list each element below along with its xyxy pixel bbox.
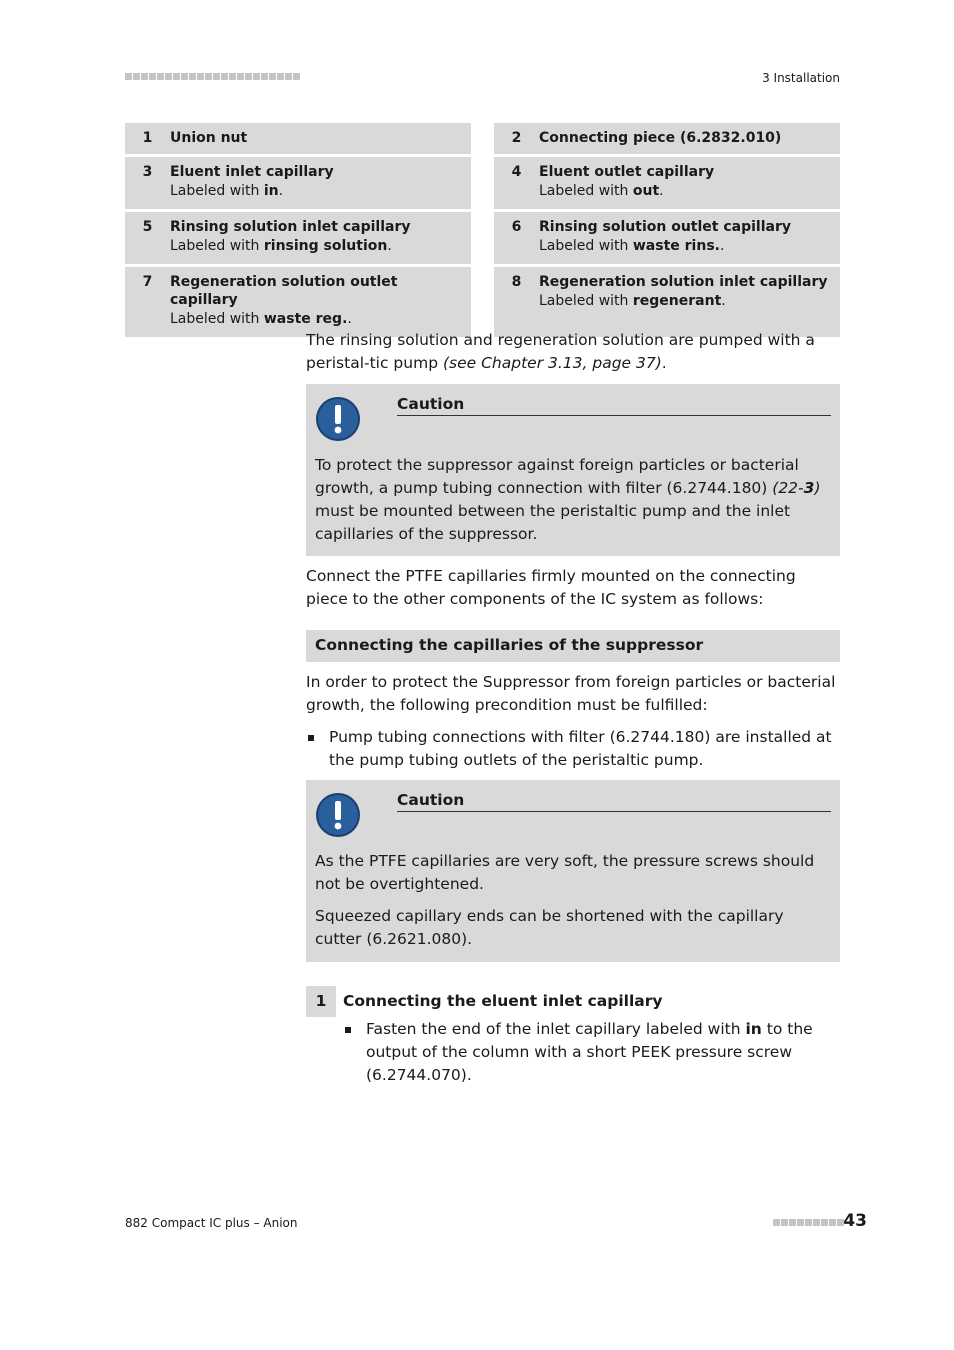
footer-product-name: 882 Compact IC plus – Anion: [125, 1216, 298, 1230]
exclamation-circle-icon: [315, 792, 361, 838]
footer-decoration: [773, 1219, 844, 1226]
legend-table: [125, 123, 840, 340]
legend-item: [125, 157, 471, 209]
legend-number: 3: [142, 164, 153, 180]
list-item: Pump tubing connections with filter (6.2744.180) are installed at the pump tubing outlets of the peristaltic pump.: [306, 726, 840, 772]
legend-number: 7: [142, 274, 153, 290]
legend-item: [494, 267, 840, 337]
legend-item: [125, 212, 471, 264]
step-number: 1: [306, 986, 336, 1017]
bullet-square-icon: [345, 1027, 351, 1033]
legend-number: 2: [511, 130, 522, 146]
legend-item: [125, 123, 471, 154]
list-item: Fasten the end of the inlet capillary labeled with in to the output of the column with a short PEEK pressure screw (6.2744.070).: [343, 1018, 863, 1087]
caution-box: [306, 780, 840, 962]
bullet-square-icon: [308, 735, 314, 741]
connect-paragraph: Connect the PTFE capillaries firmly mounted on the connecting piece to the other components of the IC system as follows:: [306, 567, 796, 608]
caution-text: As the PTFE capillaries are very soft, the pressure screws should not be overtightened.: [315, 852, 815, 893]
caution-heading: Caution: [397, 790, 831, 812]
step-title: Connecting the eluent inlet capillary: [343, 992, 663, 1010]
header-section-title: 3 Installation: [762, 71, 840, 85]
legend-number: 6: [511, 219, 522, 235]
legend-title: Eluent outlet capillary: [539, 164, 715, 180]
header-decoration: [125, 73, 300, 82]
legend-label-note: Labeled with waste reg..: [170, 311, 352, 327]
legend-label-note: Labeled with out.: [539, 183, 664, 199]
legend-number: 8: [511, 274, 522, 290]
caution-box: [306, 384, 840, 556]
chapter-reference-link[interactable]: (see Chapter 3.13, page 37): [442, 354, 662, 372]
legend-label-note: Labeled with rinsing solution.: [170, 238, 392, 254]
legend-title: Eluent inlet capillary: [170, 164, 334, 180]
legend-item: [494, 157, 840, 209]
legend-title: Connecting piece (6.2832.010): [539, 130, 782, 146]
legend-row: [125, 157, 840, 209]
legend-row: [125, 267, 840, 337]
legend-title: Rinsing solution inlet capillary: [170, 219, 411, 235]
legend-label-note: Labeled with waste rins..: [539, 238, 725, 254]
legend-title: Union nut: [170, 130, 248, 146]
legend-label-note: Labeled with regenerant.: [539, 293, 726, 309]
precondition-paragraph: In order to protect the Suppressor from foreign particles or bacterial growth, the following precondition must be fulfilled:: [306, 673, 836, 714]
section-heading: Connecting the capillaries of the suppressor: [306, 630, 840, 662]
legend-row: [125, 123, 840, 154]
legend-number: 5: [142, 219, 153, 235]
legend-label-note: Labeled with in.: [170, 183, 284, 199]
legend-row: [125, 212, 840, 264]
caution-heading: Caution: [397, 394, 831, 416]
legend-number: 1: [142, 130, 153, 146]
legend-title: Regeneration solution outlet capillary: [170, 274, 398, 308]
legend-title: Rinsing solution outlet capillary: [539, 219, 791, 235]
figure-reference[interactable]: (22-3): [772, 479, 821, 497]
legend-number: 4: [511, 164, 522, 180]
legend-item: [125, 267, 471, 337]
legend-title: Regeneration solution inlet capillary: [539, 274, 828, 290]
legend-item: [494, 212, 840, 264]
legend-item: [494, 123, 840, 154]
caution-text: Squeezed capillary ends can be shortened with the capillary cutter (6.2621.080).: [315, 907, 784, 948]
precondition-list: [306, 726, 840, 772]
caution-text: To protect the suppressor against foreign particles or bacterial growth, a pump tubing connection with filter (6.2744.180) (22-3) must be mounted between the peristaltic pump and the inlet capillaries of the suppressor.: [315, 456, 821, 543]
page-number: 43: [843, 1211, 867, 1231]
exclamation-circle-icon: [315, 396, 361, 442]
intro-paragraph: The rinsing solution and regeneration solution are pumped with a peristal-tic pump (see Chapter 3.13, page 37).: [306, 331, 815, 372]
